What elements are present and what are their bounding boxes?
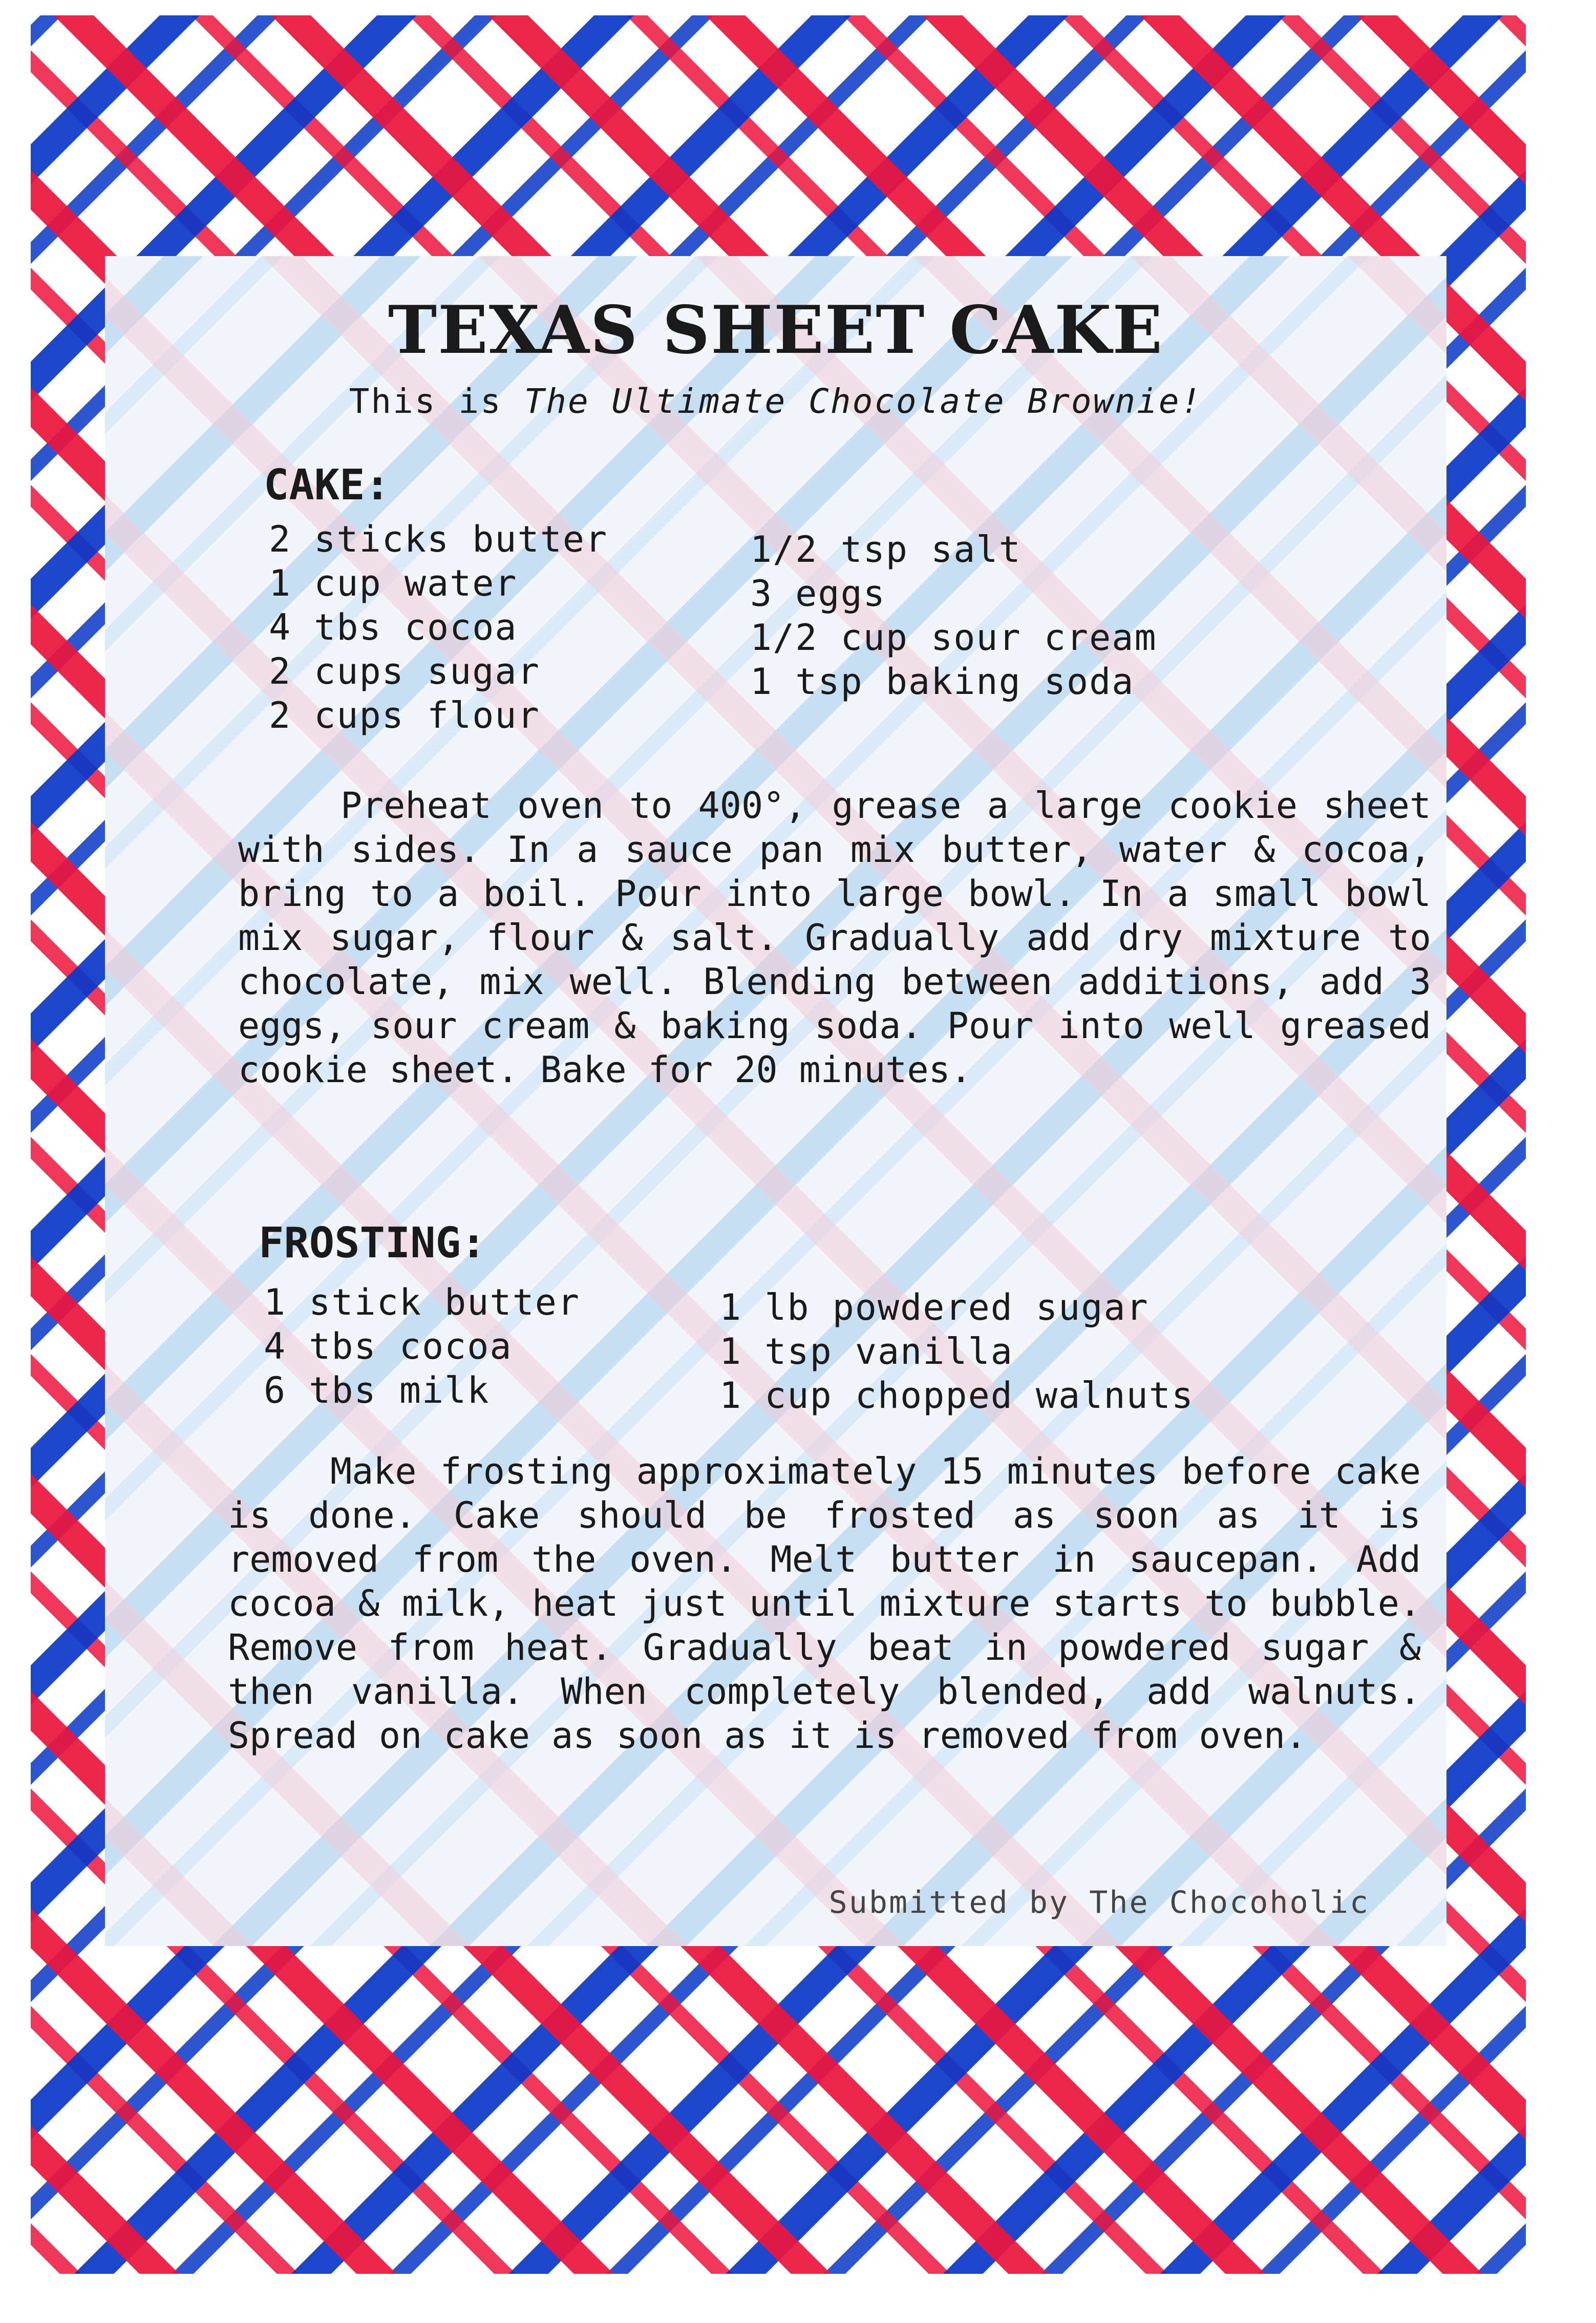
subtitle-emphasis: The Ultimate Chocolate Brownie! — [524, 382, 1203, 421]
ingredient-item: 1 tsp vanilla — [719, 1331, 1013, 1372]
frosting-heading: FROSTING: — [259, 1219, 486, 1268]
ingredient-item: 1/2 cup sour cream — [750, 617, 1157, 659]
ingredient-item: 2 cups flour — [269, 694, 540, 736]
ingredient-item: 1 cup water — [269, 562, 518, 604]
recipe-card — [105, 256, 1446, 1946]
ingredient-item: 1 cup chopped walnuts — [719, 1375, 1195, 1417]
ingredient-item: 2 cups sugar — [269, 650, 540, 692]
ingredient-item: 6 tbs milk — [264, 1369, 490, 1411]
recipe-subtitle — [105, 382, 1446, 421]
ingredient-item: 3 eggs — [750, 573, 886, 615]
cake-heading: CAKE: — [264, 461, 390, 510]
ingredient-item: 1/2 tsp salt — [750, 529, 1022, 571]
cake-directions: Preheat oven to 400°, grease a large cookie sheet with sides. In a sauce pan mix butter, water & cocoa, bring to a boil. Pour into large bowl. In a small bowl mix sugar, flour & salt. Gradually add dry mixture to chocolate, mix well. Blending between additions, add 3 eggs, sour cream & baking soda. Pour into well greased cookie sheet. Bake for 20 minutes. — [238, 785, 1431, 1091]
frosting-ingredients-right — [719, 1285, 1194, 1418]
cake-ingredients-left — [269, 517, 608, 737]
recipe-title: TEXAS SHEET CAKE — [388, 292, 1164, 369]
ingredient-item: 1 stick butter — [264, 1281, 581, 1323]
ingredient-item: 4 tbs cocoa — [269, 606, 518, 648]
cake-ingredients-right — [750, 527, 1157, 704]
frosting-ingredients-left — [264, 1280, 580, 1412]
ingredient-item: 2 sticks butter — [269, 518, 608, 560]
ingredient-item: 1 tsp baking soda — [750, 661, 1135, 703]
subtitle-prefix: This is — [349, 382, 524, 421]
ingredient-item: 1 lb powdered sugar — [719, 1286, 1149, 1328]
credit-line: Submitted by The Chocoholic — [828, 1885, 1370, 1920]
frosting-directions: Make frosting approximately 15 minutes before cake is done. Cake should be frosted as soon as it is removed from the oven. Melt butter in saucepan. Add cocoa & milk, heat just until mixture starts to bubble. Remove from heat. Gradually beat in powdered sugar & then vanilla. When completely blended, add walnuts. Spread on cake as soon as it is removed from oven. — [228, 1450, 1421, 1757]
ingredient-item: 4 tbs cocoa — [264, 1325, 513, 1367]
